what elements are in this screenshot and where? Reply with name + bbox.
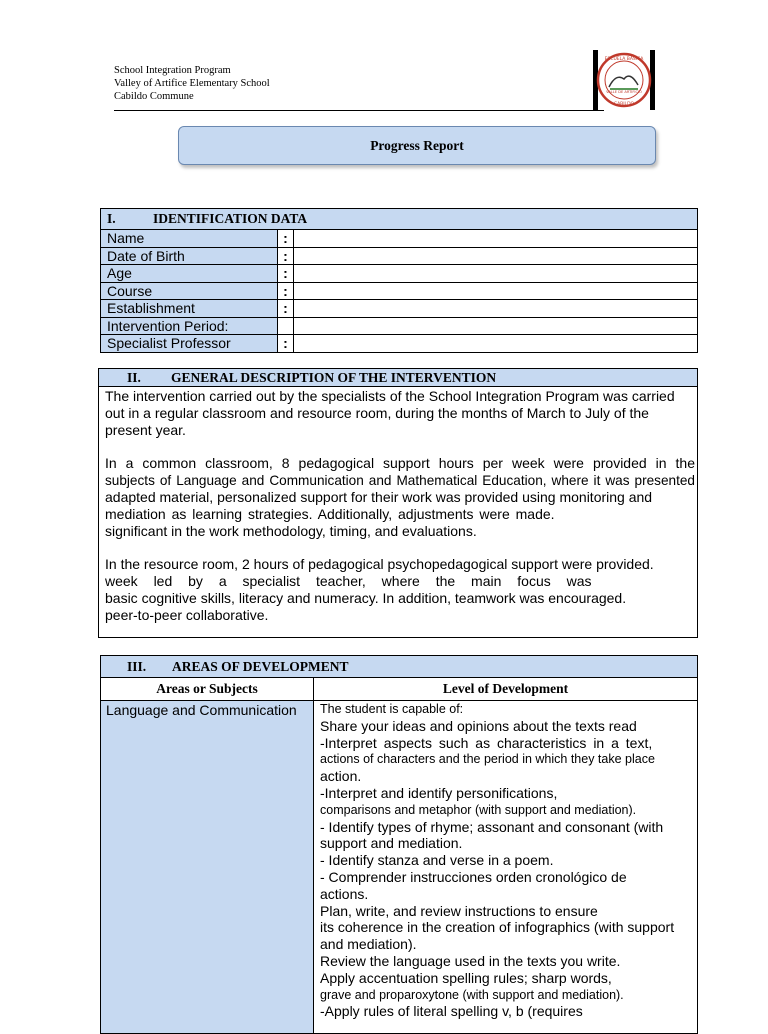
- id-colon: :: [278, 247, 294, 265]
- id-value-establishment[interactable]: [294, 300, 698, 318]
- identification-heading: IDENTIFICATION DATA: [153, 211, 308, 226]
- school-header: [114, 64, 270, 103]
- areas-col-level: Level of Development: [314, 678, 698, 701]
- commune-name: Cabildo Commune: [114, 91, 194, 102]
- id-value-dob[interactable]: [294, 247, 698, 265]
- id-colon: :: [278, 230, 294, 248]
- level-line: actions.: [320, 885, 369, 902]
- id-row-professor: [101, 335, 698, 353]
- id-colon: :: [278, 300, 294, 318]
- areas-heading: AREAS OF DEVELOPMENT: [172, 658, 349, 674]
- general-line: adapted material, personalized support for their work was provided using monitoring and: [105, 489, 653, 505]
- areas-number: III.: [127, 658, 147, 674]
- general-description-body: [99, 387, 697, 624]
- general-number: II.: [127, 370, 141, 385]
- id-row-name: [101, 230, 698, 248]
- id-value-course[interactable]: [294, 282, 698, 300]
- id-value-age[interactable]: [294, 265, 698, 283]
- level-line: -Apply rules of literal spelling v, b (requires: [320, 1003, 583, 1020]
- id-label: Course: [101, 282, 278, 300]
- level-line: The student is capable of:: [320, 702, 464, 716]
- id-label: Specialist Professor: [101, 335, 278, 353]
- level-line: actions of characters and the period in which they take place: [320, 752, 655, 767]
- level-line: Review the language used in the texts you write.: [320, 952, 621, 969]
- school-logo: [592, 49, 656, 111]
- id-colon: :: [278, 282, 294, 300]
- level-line: action.: [320, 768, 362, 785]
- id-row-age: [101, 265, 698, 283]
- logo-inner-text: VALLE DE ARTIFICIO: [606, 90, 642, 94]
- general-paragraph-2: [105, 455, 695, 540]
- level-description: [314, 701, 698, 1034]
- general-paragraph-3: [105, 556, 695, 624]
- id-label: Age: [101, 265, 278, 283]
- id-colon: :: [278, 265, 294, 283]
- id-row-course: [101, 282, 698, 300]
- level-line: Plan, write, and review instructions to ensure: [320, 902, 598, 919]
- logo-bottom-text: CABILDO: [613, 102, 635, 107]
- areas-table: [100, 655, 698, 1034]
- identification-table: [100, 208, 698, 353]
- level-line: its coherence in the creation of infographics (with support: [320, 919, 675, 936]
- id-label: Intervention Period:: [101, 317, 278, 335]
- level-line: -Interpret aspects such as characteristics in a text,: [320, 734, 653, 751]
- id-label: Date of Birth: [101, 247, 278, 265]
- general-line: In the resource room, 2 hours of pedagogical psychopedagogical support were provided.: [105, 556, 654, 572]
- id-colon: [278, 317, 294, 335]
- level-line: - Comprender instrucciones orden cronológico de: [320, 868, 627, 885]
- report-title: [178, 126, 656, 165]
- subject-name: Language and Communication: [101, 701, 314, 1034]
- header-rule: [114, 110, 604, 111]
- id-value-name[interactable]: [294, 230, 698, 248]
- report-title-text: Progress Report: [370, 137, 464, 153]
- areas-row-language: [101, 701, 698, 1034]
- general-paragraph-1: The intervention carried out by the specialists of the School Integration Program was carried out in a regular classroom and resource room, during the months of March to July of the present year.: [105, 388, 675, 438]
- level-line: -Interpret and identify personifications,: [320, 784, 558, 801]
- level-line: and mediation).: [320, 936, 417, 953]
- logo-top-text: ESCUELA BÁSICA: [604, 57, 644, 62]
- level-line: - Identify stanza and verse in a poem.: [320, 852, 554, 869]
- id-label: Name: [101, 230, 278, 248]
- general-description-section: [98, 368, 698, 638]
- identification-header: [101, 209, 698, 230]
- general-heading: GENERAL DESCRIPTION OF THE INTERVENTION: [171, 370, 497, 385]
- level-line: grave and proparoxytone (with support and mediation).: [320, 987, 624, 1002]
- id-value-professor[interactable]: [294, 335, 698, 353]
- level-line: comparisons and metaphor (with support and mediation).: [320, 802, 637, 817]
- general-line: basic cognitive skills, literacy and numeracy. In addition, teamwork was encouraged.: [105, 590, 627, 606]
- general-line: mediation as learning strategies. Additionally, adjustments were made.: [105, 506, 555, 522]
- level-line: support and mediation.: [320, 835, 463, 852]
- general-line: In a common classroom, 8 pedagogical support hours per week were provided in the: [105, 455, 695, 471]
- general-line: week led by a specialist teacher, where the main focus was: [105, 573, 592, 589]
- id-row-establishment: [101, 300, 698, 318]
- areas-header: [101, 656, 698, 678]
- level-line: - Identify types of rhyme; assonant and consonant (with: [320, 818, 664, 835]
- general-description-header: [99, 369, 697, 387]
- school-name: Valley of Artifice Elementary School: [114, 78, 270, 89]
- identification-number: I.: [107, 211, 116, 226]
- id-colon: :: [278, 335, 294, 353]
- general-line: subjects of Language and Communication and Mathematical Education, where it was presented: [105, 473, 695, 488]
- level-line: Apply accentuation spelling rules; sharp words,: [320, 969, 612, 986]
- id-value-period[interactable]: [294, 317, 698, 335]
- id-row-period: [101, 317, 698, 335]
- general-line: significant in the work methodology, timing, and evaluations.: [105, 523, 477, 539]
- id-row-dob: [101, 247, 698, 265]
- id-label: Establishment: [101, 300, 278, 318]
- general-line: peer-to-peer collaborative.: [105, 607, 269, 623]
- areas-col-subjects: Areas or Subjects: [101, 678, 314, 701]
- program-name: School Integration Program: [114, 65, 231, 76]
- level-line: Share your ideas and opinions about the texts read: [320, 717, 637, 734]
